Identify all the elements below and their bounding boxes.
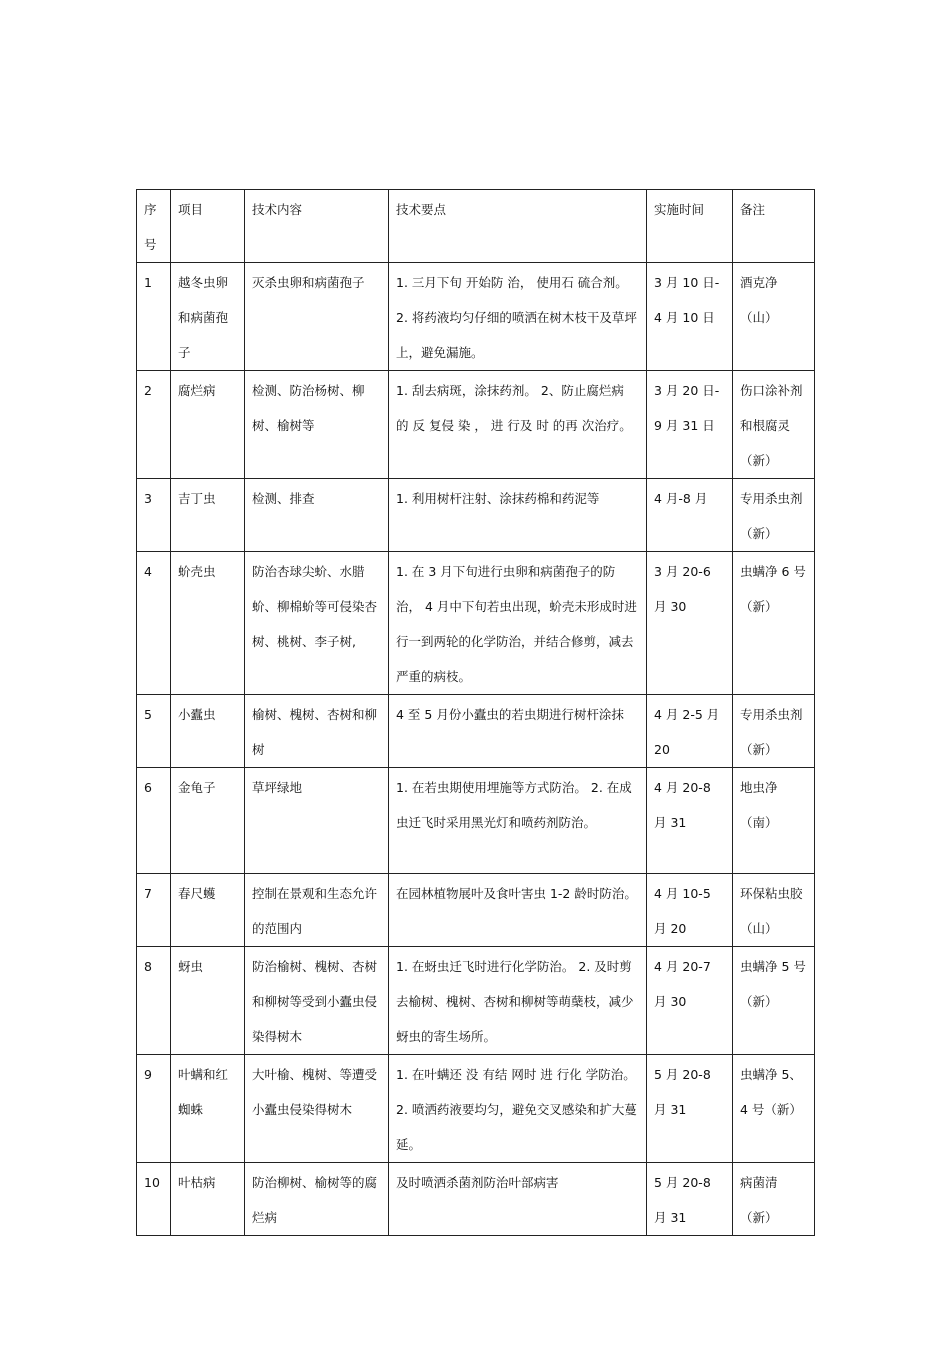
cell-time: 4 月 10-5 月 20 [647,874,733,947]
cell-points: 在园林植物展叶及食叶害虫 1-2 龄时防治。 [389,874,647,947]
cell-no: 10 [137,1163,171,1236]
table-row [137,947,815,1055]
cell-note: 病菌清（新） [733,1163,815,1236]
cell-note: 专用杀虫剂（新） [733,479,815,552]
header-item: 项目 [171,190,245,263]
cell-content: 草坪绿地 [245,768,389,874]
cell-content: 防治榆树、槐树、杏树和柳树等受到小蠹虫侵染得树木 [245,947,389,1055]
table-row [137,1055,815,1163]
cell-no: 2 [137,371,171,479]
cell-content: 控制在景观和生态允许的范围内 [245,874,389,947]
cell-time: 4 月 20-7 月 30 [647,947,733,1055]
cell-item: 吉丁虫 [171,479,245,552]
cell-time: 3 月 20-6 月 30 [647,552,733,695]
cell-item: 金龟子 [171,768,245,874]
header-time: 实施时间 [647,190,733,263]
cell-points: 1. 在若虫期使用埋施等方式防治。 2. 在成虫迁飞时采用黑光灯和喷药剂防治。 [389,768,647,874]
table-row [137,263,815,371]
cell-time: 5 月 20-8 月 31 [647,1055,733,1163]
table-header-row [137,190,815,263]
cell-points: 1. 在蚜虫迁飞时进行化学防治。 2. 及时剪去榆树、槐树、杏树和柳树等萌蘖枝，减少蚜虫的寄生场所。 [389,947,647,1055]
header-note: 备注 [733,190,815,263]
table-row [137,695,815,768]
header-points: 技术要点 [389,190,647,263]
table-row [137,479,815,552]
header-no: 序号 [137,190,171,263]
cell-item: 腐烂病 [171,371,245,479]
cell-note: 专用杀虫剂（新） [733,695,815,768]
table-row [137,768,815,874]
cell-no: 4 [137,552,171,695]
cell-no: 9 [137,1055,171,1163]
cell-time: 4 月 20-8 月 31 [647,768,733,874]
cell-note: 伤口涂补剂和根腐灵（新） [733,371,815,479]
cell-note: 酒克净（山） [733,263,815,371]
cell-time: 4 月 2-5 月 20 [647,695,733,768]
cell-points: 1. 在叶螨还 没 有结 网时 进 行化 学防治。 2. 喷洒药液要均匀，避免交叉感染和扩大蔓延。 [389,1055,647,1163]
table-row [137,552,815,695]
cell-time: 3 月 10 日-4 月 10 日 [647,263,733,371]
cell-item: 叶螨和红蜘蛛 [171,1055,245,1163]
cell-points: 及时喷洒杀菌剂防治叶部病害 [389,1163,647,1236]
cell-no: 7 [137,874,171,947]
cell-no: 6 [137,768,171,874]
cell-note: 虫螨净 6 号（新） [733,552,815,695]
cell-points: 4 至 5 月份小蠹虫的若虫期进行树杆涂抹 [389,695,647,768]
cell-time: 5 月 20-8 月 31 [647,1163,733,1236]
cell-content: 检测、排查 [245,479,389,552]
cell-no: 1 [137,263,171,371]
cell-points: 1. 利用树杆注射、涂抹药棉和药泥等 [389,479,647,552]
cell-no: 5 [137,695,171,768]
cell-item: 叶枯病 [171,1163,245,1236]
cell-no: 3 [137,479,171,552]
cell-note: 虫螨净 5 号（新） [733,947,815,1055]
cell-content: 灭杀虫卵和病菌孢子 [245,263,389,371]
cell-note: 地虫净（南） [733,768,815,874]
cell-item: 蚧壳虫 [171,552,245,695]
table-row [137,371,815,479]
table-row [137,1163,815,1236]
cell-note: 环保粘虫胶（山） [733,874,815,947]
cell-content: 防治柳树、榆树等的腐烂病 [245,1163,389,1236]
cell-points: 1. 三月下旬 开始防 治， 使用石 硫合剂。 2. 将药液均匀仔细的喷洒在树木枝干及草坪上，避免漏施。 [389,263,647,371]
cell-content: 榆树、槐树、杏树和柳树 [245,695,389,768]
cell-item: 越冬虫卵和病菌孢子 [171,263,245,371]
cell-content: 防治杏球尖蚧、水腊蚧、柳棉蚧等可侵染杏树、桃树、李子树, [245,552,389,695]
cell-item: 春尺蠖 [171,874,245,947]
cell-points: 1. 刮去病斑，涂抹药剂。 2、防止腐烂病 的 反 复侵 染 ， 进 行及 时 的再 次治疗。 [389,371,647,479]
cell-no: 8 [137,947,171,1055]
cell-time: 4 月-8 月 [647,479,733,552]
table-row [137,874,815,947]
cell-time: 3 月 20 日-9 月 31 日 [647,371,733,479]
header-content: 技术内容 [245,190,389,263]
cell-points: 1. 在 3 月下旬进行虫卵和病菌孢子的防治， 4 月中下旬若虫出现，蚧壳未形成时进行一到两轮的化学防治，并结合修剪，减去严重的病枝。 [389,552,647,695]
cell-item: 蚜虫 [171,947,245,1055]
cell-content: 大叶榆、槐树、等遭受小蠹虫侵染得树木 [245,1055,389,1163]
pest-control-table [136,189,815,1236]
cell-content: 检测、防治杨树、柳树、榆树等 [245,371,389,479]
cell-item: 小蠹虫 [171,695,245,768]
cell-note: 虫螨净 5、4 号（新） [733,1055,815,1163]
